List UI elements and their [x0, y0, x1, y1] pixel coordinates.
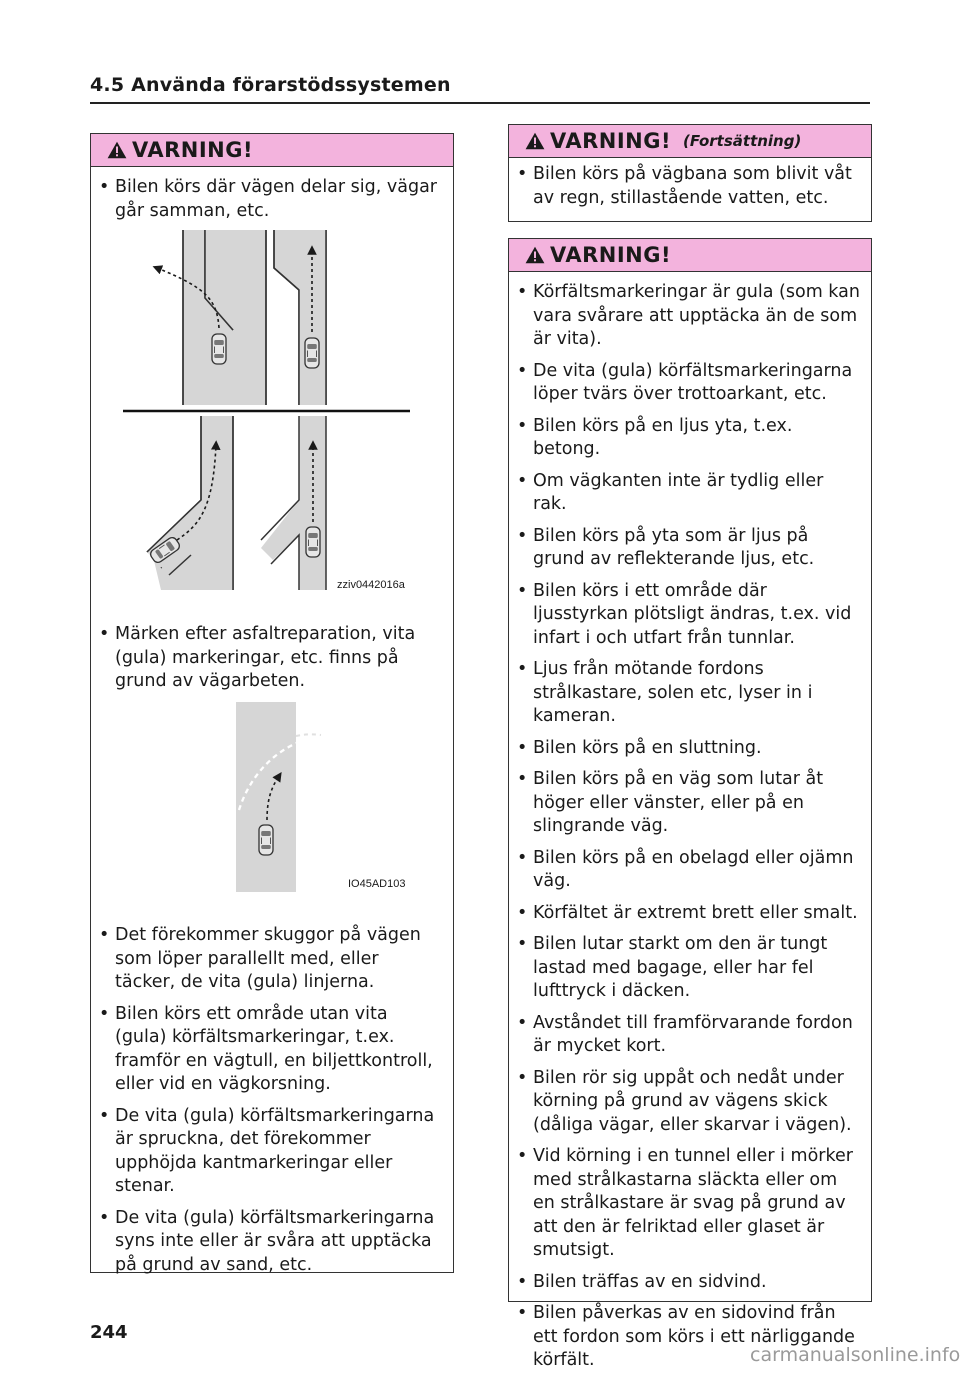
warning-icon — [107, 141, 127, 159]
road-repair-marks-figure — [221, 702, 421, 894]
watermark: carmanualsonline.info — [750, 1344, 960, 1366]
warning-box-left — [90, 133, 454, 1273]
list-item: • De vita (gula) körfältsmarkeringarna löper tvärs över trottoarkant, etc. — [509, 360, 861, 407]
warning-list-top — [91, 176, 441, 231]
warning-header — [509, 125, 871, 158]
list-item: • Bilen körs i ett område där ljusstyrkan plötsligt ändras, t.ex. vid infart i och utfart från tunnlar. — [509, 580, 861, 651]
figure-code: IO45AD103 — [348, 878, 406, 890]
list-item: • De vita (gula) körfältsmarkeringarna är spruckna, det förekommer upphöjda kantmarkeringar eller stenar. — [91, 1105, 441, 1199]
list-item: • Bilen träffas av en sidvind. — [509, 1271, 861, 1295]
warning-title: VARNING! — [132, 138, 254, 162]
car-icon — [305, 338, 319, 368]
continuation-label: (Fortsättning) — [683, 132, 802, 150]
header-rule — [90, 102, 870, 104]
list-item: • Bilen körs på en sluttning. — [509, 737, 861, 761]
car-icon — [306, 527, 320, 557]
section-header: 4.5 Använda förarstödssystemen — [90, 74, 451, 96]
warning-list-bottom — [91, 924, 441, 1285]
list-item: • Bilen körs ett område utan vita (gula) körfältsmarkeringar, t.ex. framför en vägtull, en biljettkontroll, eller vid en vägkorsning. — [91, 1003, 441, 1097]
car-icon — [212, 334, 226, 364]
list-item: • Bilen påverkas av en sidovind från ett fordon som körs i ett närliggande körfält. — [509, 1302, 861, 1373]
list-item: • Märken efter asfaltreparation, vita (gula) markeringar, etc. finns på grund av vägarbeten. — [91, 623, 441, 694]
list-item: • De vita (gula) körfältsmarkeringarna syns inte eller är svåra att upptäcka på grund av sand, etc. — [91, 1207, 441, 1278]
car-icon — [259, 825, 273, 855]
list-item: • Bilen körs på yta som är ljus på grund av reflekterande ljus, etc. — [509, 525, 861, 572]
list-item: • Bilen körs på vägbana som blivit våt av regn, stillastående vatten, etc. — [509, 163, 859, 210]
list-item: • Det förekommer skuggor på vägen som löper parallellt med, eller täcker, de vita (gula) linjerna. — [91, 924, 441, 995]
list-item: • Avståndet till framförvarande fordon är mycket kort. — [509, 1012, 861, 1059]
list-item: • Bilen körs på en obelagd eller ojämn väg. — [509, 847, 861, 894]
list-item: • Vid körning i en tunnel eller i mörker med strålkastarna släckta eller om en strålkastare är svag på grund av att den är felriktad eller glaset är smutsigt. — [509, 1145, 861, 1263]
figure-code: zziv0442016a — [337, 579, 405, 591]
warning-list — [509, 163, 859, 218]
list-item: • Bilen körs på en ljus yta, t.ex. betong. — [509, 415, 861, 462]
warning-box-continued — [508, 124, 872, 222]
list-item: • Bilen rör sig uppåt och nedåt under körning på grund av vägens skick (dåliga vägar, eller skarvar i vägen). — [509, 1067, 861, 1138]
list-item: • Bilen körs där vägen delar sig, vägar går samman, etc. — [91, 176, 441, 223]
list-item: • Bilen körs på en väg som lutar åt höger eller vänster, eller på en slingrande väg. — [509, 768, 861, 839]
list-item: • Körfältsmarkeringar är gula (som kan vara svårare att upptäcka än de som är vita). — [509, 281, 861, 352]
page-number: 244 — [90, 1322, 128, 1343]
warning-list-mid — [91, 623, 441, 702]
warning-list — [509, 281, 861, 1381]
road-split-merge-figure — [121, 230, 421, 595]
warning-header — [509, 239, 871, 272]
list-item: • Bilen lutar starkt om den är tungt lastad med bagage, eller har fel lufttryck i däcken. — [509, 933, 861, 1004]
warning-icon — [525, 246, 545, 264]
warning-title: VARNING! — [550, 243, 672, 267]
warning-icon — [525, 132, 545, 150]
warning-header — [91, 134, 453, 167]
list-item: • Körfältet är extremt brett eller smalt. — [509, 902, 861, 926]
list-item: • Om vägkanten inte är tydlig eller rak. — [509, 470, 861, 517]
warning-title: VARNING! — [550, 129, 672, 153]
list-item: • Ljus från mötande fordons strålkastare, solen etc, lyser in i kameran. — [509, 658, 861, 729]
